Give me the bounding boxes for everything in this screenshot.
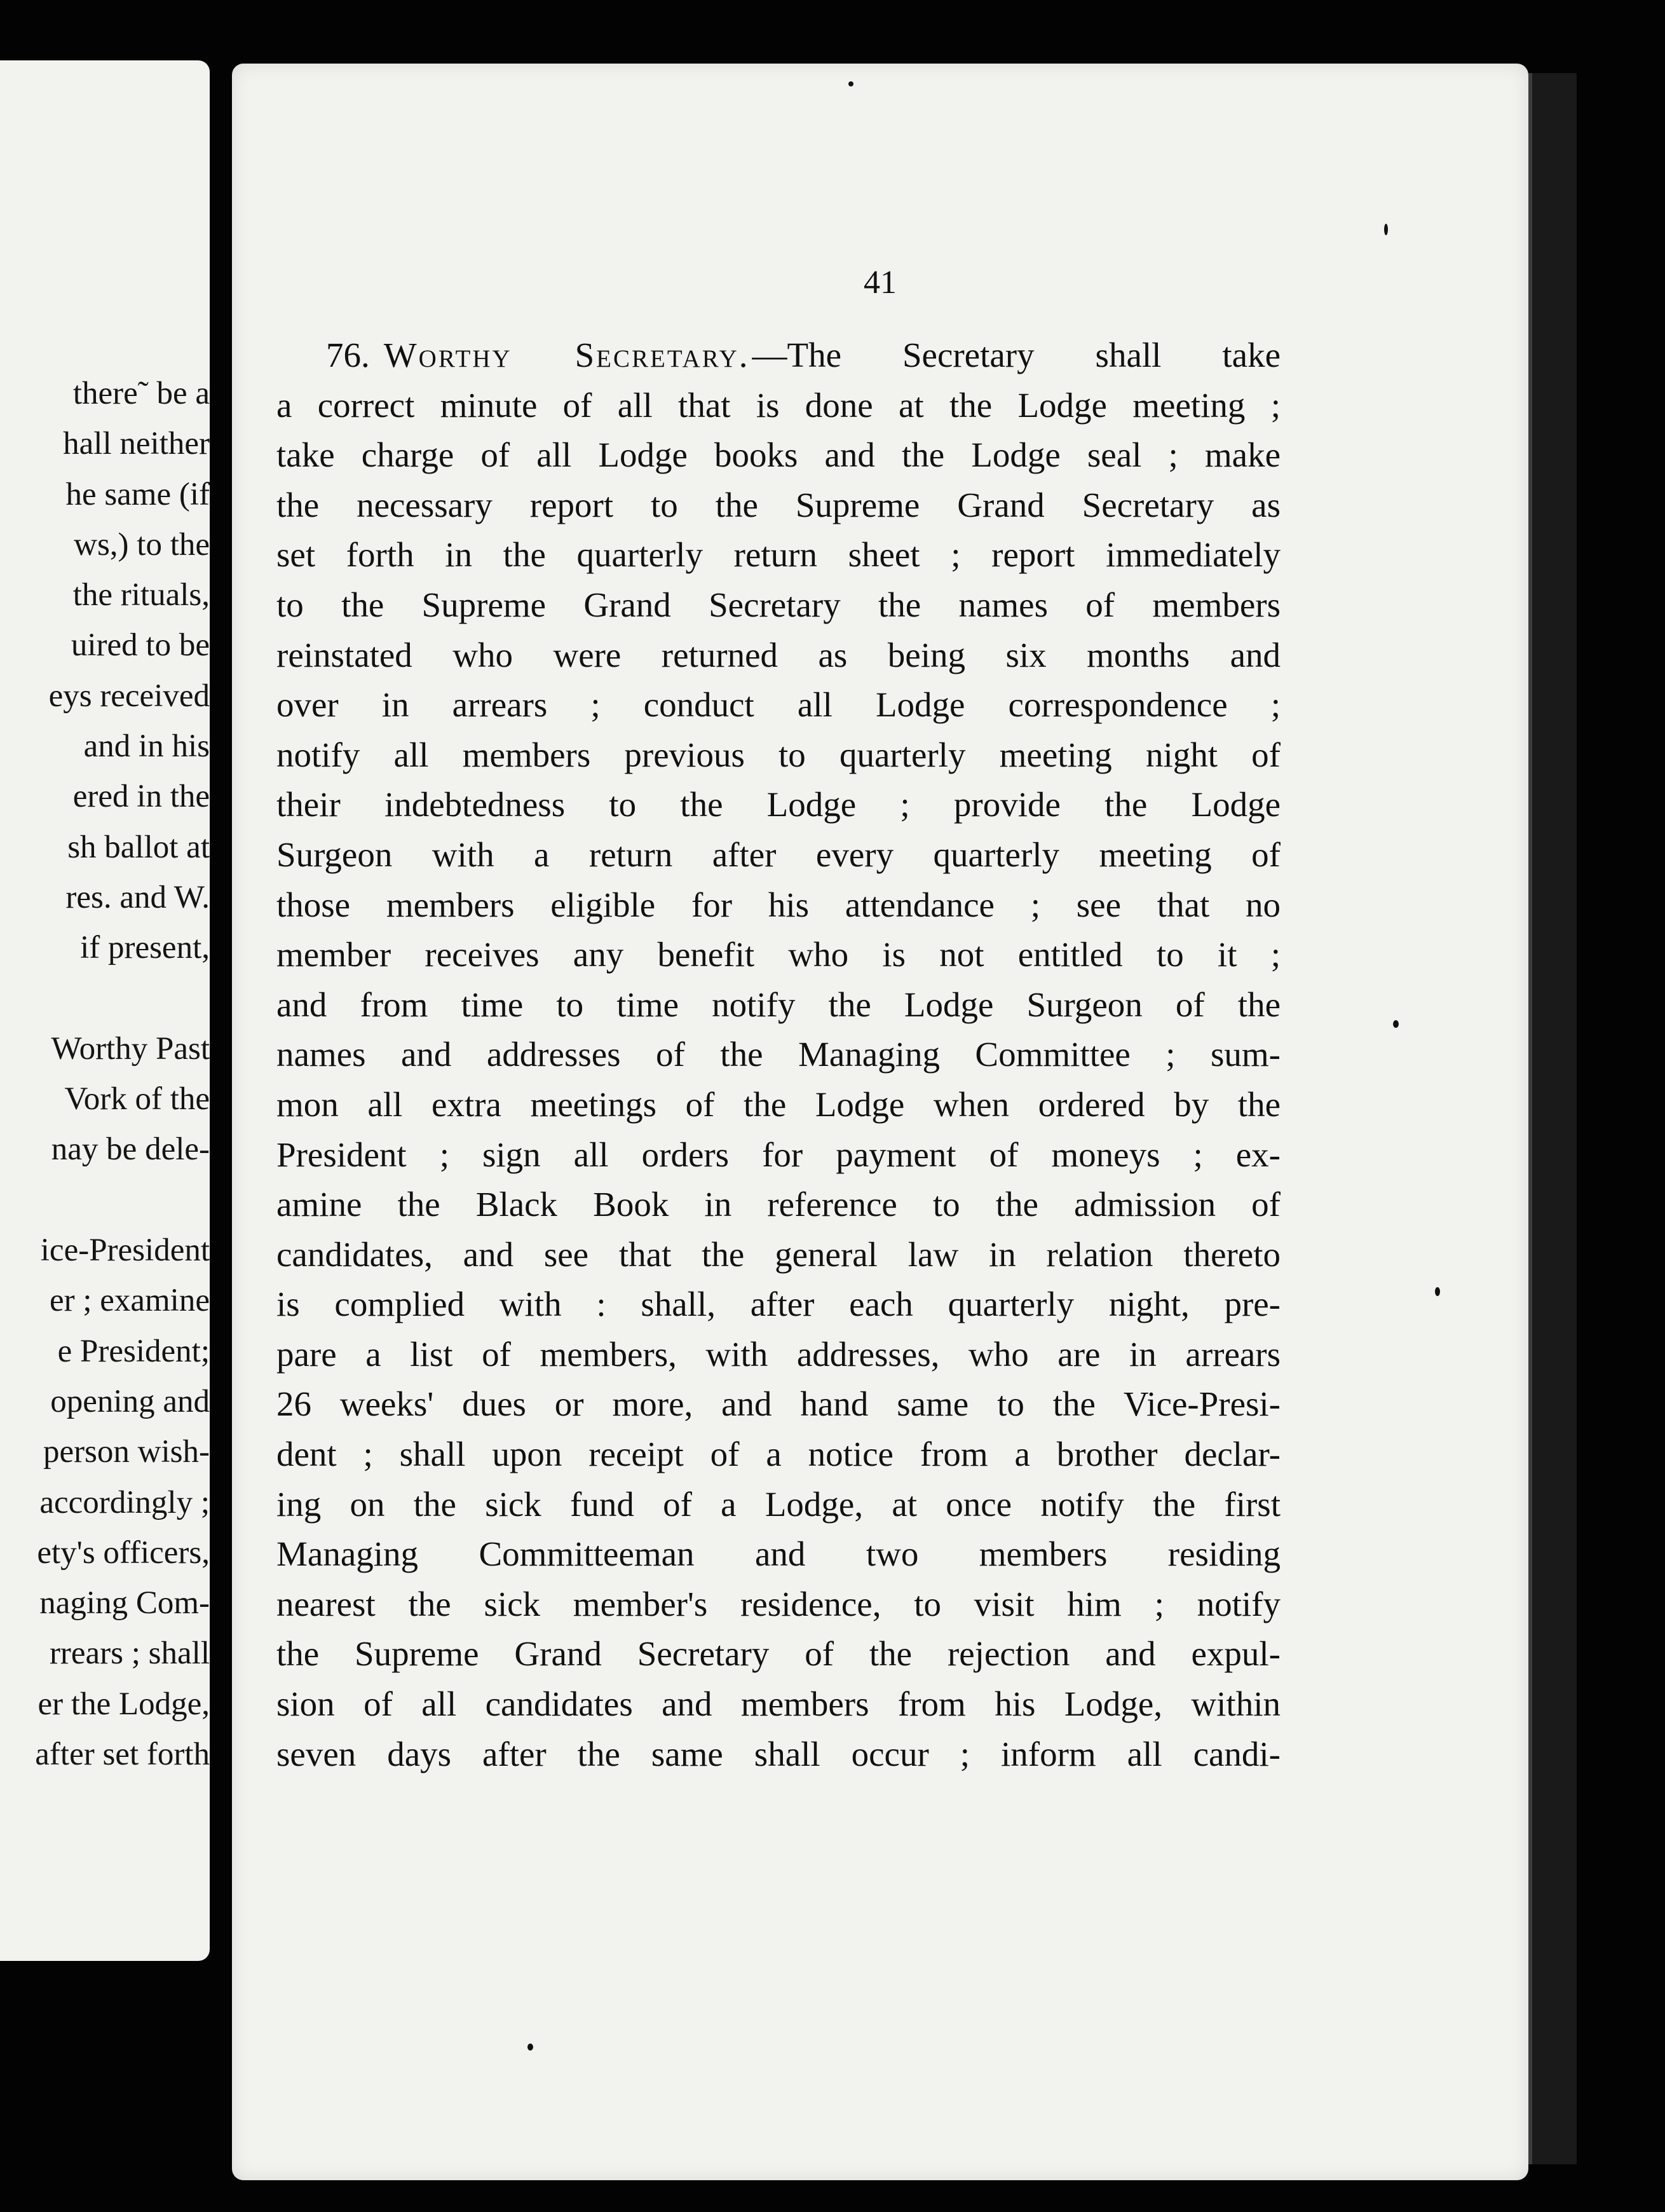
- text-line: Surgeon with a return after every quarterly meeting of: [276, 835, 1281, 874]
- text-line: notify all members previous to quarterly meeting night of: [276, 735, 1281, 774]
- text-line: seven days after the same shall occur ; inform all candi-: [276, 1734, 1281, 1773]
- text-line: their indebtedness to the Lodge ; provide the Lodge: [276, 785, 1281, 824]
- text-line: Managing Committeeman and two members residing: [276, 1534, 1281, 1574]
- previous-page-line: sh ballot at: [67, 829, 210, 865]
- scan-speck: [1384, 224, 1388, 235]
- text-line: candidates, and see that the general law in relation thereto: [276, 1234, 1281, 1274]
- first-line-text: —The Secretary shall take: [752, 336, 1281, 374]
- text-line: amine the Black Book in reference to the admission of: [276, 1185, 1281, 1224]
- previous-page-line: there˜ be a: [72, 376, 210, 411]
- text-line: a correct minute of all that is done at the Lodge meeting ;: [276, 385, 1281, 425]
- text-line: the Supreme Grand Secretary of the rejection and expul-: [276, 1634, 1281, 1674]
- text-line: set forth in the quarterly return sheet ; report immediately: [276, 535, 1281, 575]
- previous-page-line: ws,) to the: [74, 526, 210, 563]
- text-line: ing on the sick fund of a Lodge, at once notify the first: [276, 1484, 1281, 1524]
- text-line: is complied with : shall, after each quarterly night, pre-: [276, 1285, 1281, 1324]
- previous-page-line: Worthy Past: [51, 1030, 210, 1067]
- previous-page-line: [0, 1175, 210, 1225]
- previous-page-line: [0, 974, 210, 1024]
- previous-page-line: after set forth: [35, 1737, 210, 1773]
- previous-page-line: eys received: [48, 678, 210, 714]
- text-line: reinstated who were returned as being six months and: [276, 635, 1281, 674]
- text-line: take charge of all Lodge books and the Lodge seal ; make: [276, 435, 1281, 475]
- previous-page-line: the rituals,: [72, 577, 210, 613]
- text-line: and from time to time notify the Lodge Surgeon of the: [276, 985, 1281, 1024]
- previous-page-line: ice-President: [40, 1232, 210, 1269]
- previous-page-line: naging Com-: [39, 1585, 210, 1621]
- previous-page-line: er the Lodge,: [37, 1686, 210, 1722]
- page-number: 41: [864, 264, 897, 301]
- previous-page-line: Vork of the: [64, 1081, 210, 1117]
- previous-page-line: nay be dele-: [51, 1131, 210, 1168]
- previous-page-line: opening and: [50, 1383, 210, 1419]
- text-line: names and addresses of the Managing Committee ; sum-: [276, 1035, 1281, 1074]
- previous-page-line: and in his: [83, 728, 210, 765]
- paragraph-lines: [276, 381, 1281, 1780]
- previous-page-line: hall neither: [63, 426, 210, 462]
- previous-page-line: person wish-: [43, 1434, 210, 1470]
- text-line: dent ; shall upon receipt of a notice from a brother declar-: [276, 1435, 1281, 1474]
- previous-page-line: e President;: [57, 1333, 210, 1369]
- previous-page-line: rrears ; shall: [49, 1635, 210, 1672]
- scan-speck: [848, 81, 853, 86]
- text-line: member receives any benefit who is not entitled to it ;: [276, 935, 1281, 974]
- text-line: mon all extra meetings of the Lodge when ordered by the: [276, 1084, 1281, 1124]
- text-line: over in arrears ; conduct all Lodge correspondence ;: [276, 685, 1281, 725]
- previous-page-fragment: [0, 60, 210, 1961]
- paragraph-number: 76.: [326, 336, 370, 374]
- scan-speck: [1393, 1020, 1399, 1028]
- body-paragraph: [276, 331, 1281, 1779]
- text-line: to the Supreme Grand Secretary the names of members: [276, 585, 1281, 624]
- text-line: 26 weeks' dues or more, and hand same to the Vice-Presi-: [276, 1384, 1281, 1424]
- text-line: the necessary report to the Supreme Grand Secretary as: [276, 485, 1281, 524]
- previous-page-line: ety's officers,: [37, 1534, 210, 1571]
- previous-page-text: [0, 369, 210, 1780]
- previous-page-line: er ; examine: [49, 1283, 210, 1319]
- scan-speck: [1435, 1287, 1440, 1296]
- scan-speck: [527, 2044, 533, 2051]
- text-line: nearest the sick member's residence, to visit him ; notify: [276, 1584, 1281, 1623]
- previous-page-line: accordingly ;: [39, 1484, 210, 1520]
- paragraph-first-line: [276, 331, 1281, 381]
- previous-page-line: res. and W.: [65, 879, 210, 915]
- previous-page-line: if present,: [80, 930, 210, 966]
- previous-page-line: uired to be: [71, 627, 210, 664]
- text-line: President ; sign all orders for payment of moneys ; ex-: [276, 1135, 1281, 1174]
- previous-page-line: he same (if: [65, 476, 210, 512]
- section-heading: Worthy Secretary.: [383, 336, 750, 374]
- page-edge-shadow: [1528, 73, 1577, 2164]
- previous-page-line: ered in the: [72, 779, 210, 815]
- text-line: pare a list of members, with addresses, who are in arrears: [276, 1334, 1281, 1374]
- text-line: those members eligible for his attendance ; see that no: [276, 885, 1281, 924]
- text-line: sion of all candidates and members from his Lodge, within: [276, 1684, 1281, 1724]
